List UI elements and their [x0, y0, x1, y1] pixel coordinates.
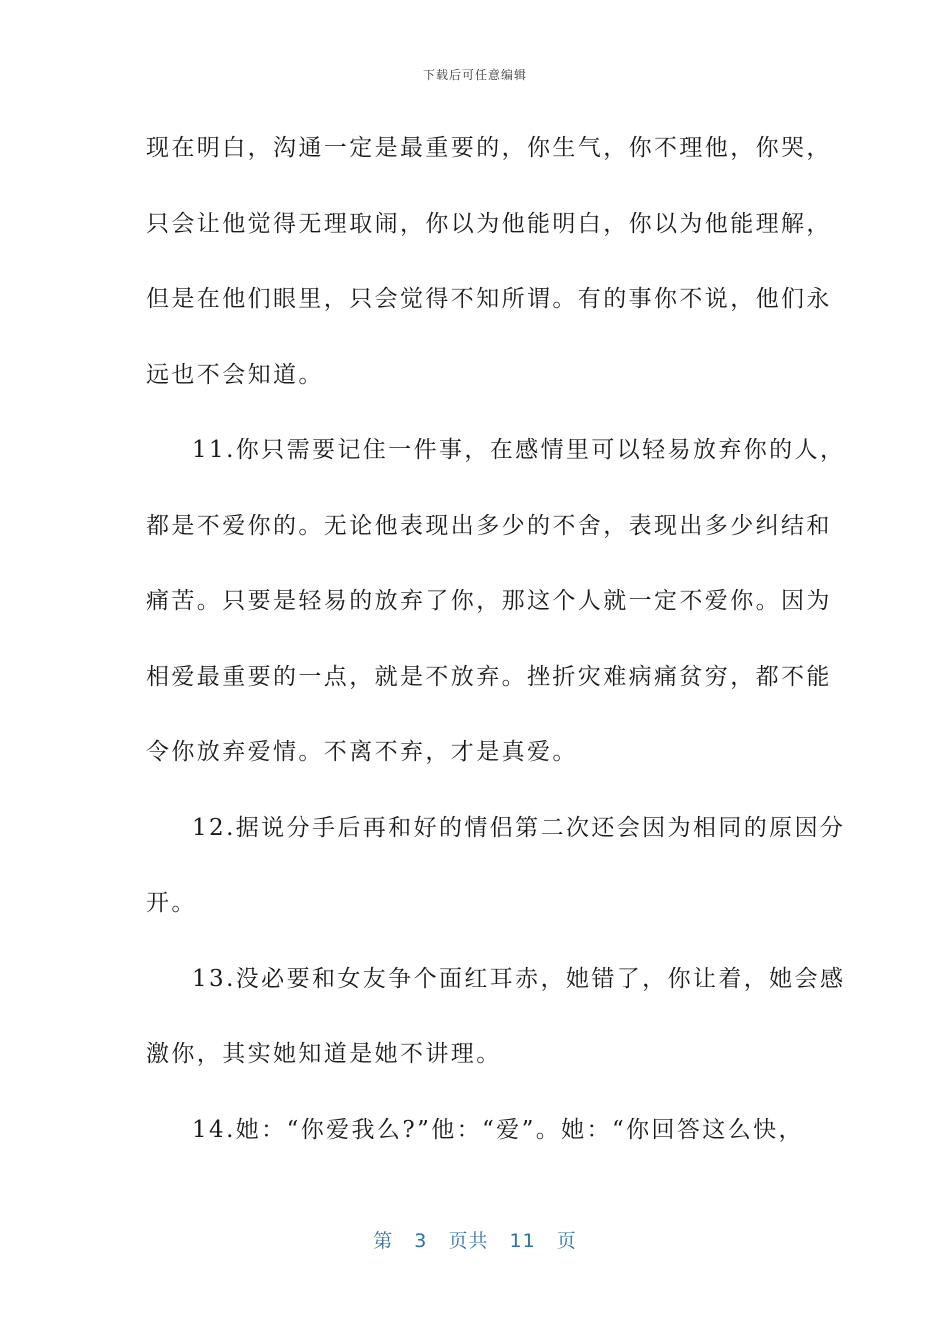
text-line: 现在明白，沟通一定是最重要的，你生气，你不理他，你哭， [146, 135, 832, 161]
current-page-number: 3 [414, 1230, 428, 1252]
text-line-item-11: 11.你只需要记住一件事，在感情里可以轻易放弃你的人， [192, 437, 846, 463]
text-line: 令你放弃爱情。不离不弃，才是真爱。 [146, 739, 578, 765]
text-line: 激你，其实她知道是她不讲理。 [146, 1041, 502, 1067]
text-line: 远也不会知道。 [146, 361, 324, 388]
footer-middle: 页共 [448, 1230, 489, 1252]
total-pages-number: 11 [509, 1230, 536, 1252]
text-line: 痛苦。只要是轻易的放弃了你，那这个人就一定不爱你。因为 [146, 588, 832, 614]
text-line-item-14: 14.她：“你爱我么?”他：“爱”。她：“你回答这么快， [192, 1116, 804, 1143]
text-line: 都是不爱你的。无论他表现出多少的不舍，表现出多少纠结和 [146, 512, 832, 539]
document-body [146, 124, 846, 1181]
text-line: 只会让他觉得无理取闹，你以为他能明白，你以为他能理解， [146, 210, 832, 237]
text-line: 开。 [146, 890, 197, 916]
text-line-item-13: 13.没必要和女友争个面红耳赤，她错了，你让着，她会感 [192, 965, 846, 992]
footer-suffix: 页 [556, 1230, 577, 1252]
text-line: 相爱最重要的一点，就是不放弃。挫折灾难病痛贫穷，都不能 [146, 663, 832, 690]
text-line-item-12: 12.据说分手后再和好的情侣第二次还会因为相同的原因分 [192, 814, 846, 841]
page-footer [0, 1226, 950, 1253]
page-header: 下载后可任意编辑 [422, 68, 527, 82]
footer-prefix: 第 [373, 1230, 394, 1252]
text-line: 但是在他们眼里，只会觉得不知所谓。有的事你不说，他们永 [146, 286, 832, 312]
